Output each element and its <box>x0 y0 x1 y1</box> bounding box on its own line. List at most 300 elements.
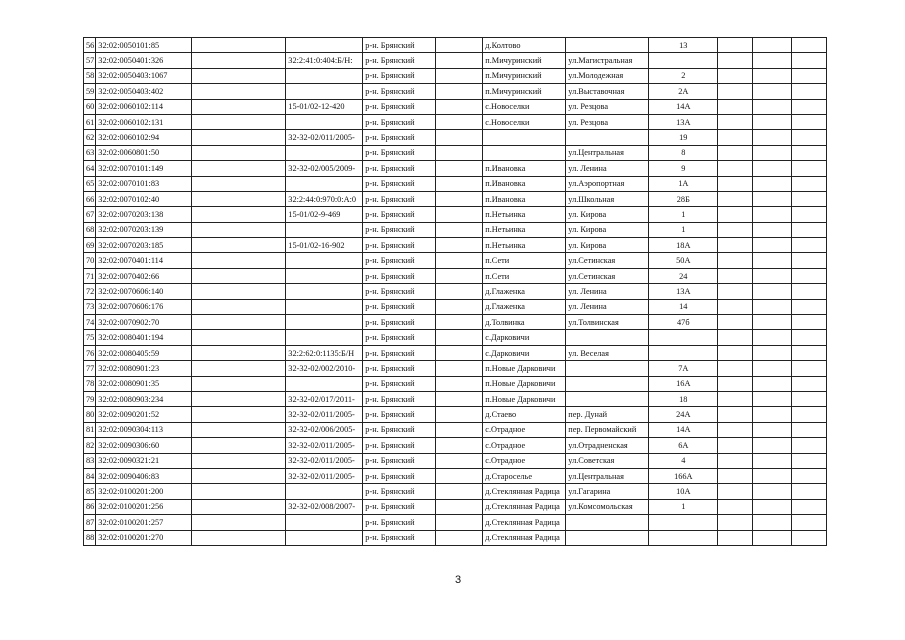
row-number-cell: 88 <box>84 530 96 545</box>
empty-cell <box>192 484 286 499</box>
street-cell: ул. Резцова <box>566 99 649 114</box>
table-row <box>84 99 827 114</box>
cadastral-number-cell: 32:02:0070902:70 <box>96 315 192 330</box>
empty-cell <box>753 376 792 391</box>
registration-number-cell: 15-01/02-9-469 <box>286 207 363 222</box>
registration-number-cell <box>286 145 363 160</box>
empty-cell <box>436 191 483 206</box>
empty-cell <box>192 176 286 191</box>
registration-number-cell <box>286 68 363 83</box>
empty-cell <box>792 284 827 299</box>
empty-cell <box>718 345 753 360</box>
settlement-cell: д.Глаженка <box>483 284 566 299</box>
empty-cell <box>753 330 792 345</box>
empty-cell <box>753 484 792 499</box>
empty-cell <box>792 315 827 330</box>
street-cell <box>566 515 649 530</box>
settlement-cell: с.Новоселки <box>483 99 566 114</box>
empty-cell <box>192 407 286 422</box>
cadastral-number-cell: 32:02:0070102:40 <box>96 191 192 206</box>
street-cell: ул.Центральная <box>566 468 649 483</box>
registration-number-cell <box>286 299 363 314</box>
empty-cell <box>792 530 827 545</box>
cadastral-number-cell: 32:02:0060801:50 <box>96 145 192 160</box>
settlement-cell: д.Стеклянная Радица <box>483 484 566 499</box>
empty-cell <box>718 515 753 530</box>
empty-cell <box>436 530 483 545</box>
empty-cell <box>436 376 483 391</box>
empty-cell <box>192 299 286 314</box>
settlement-cell: д.Глаженка <box>483 299 566 314</box>
empty-cell <box>792 515 827 530</box>
settlement-cell: с.Отрадное <box>483 453 566 468</box>
settlement-cell: с.Отрадное <box>483 422 566 437</box>
empty-cell <box>192 130 286 145</box>
empty-cell <box>718 68 753 83</box>
empty-cell <box>436 176 483 191</box>
table-row <box>84 238 827 253</box>
row-number-cell: 63 <box>84 145 96 160</box>
cadastral-number-cell: 32:02:0060102:131 <box>96 114 192 129</box>
empty-cell <box>192 422 286 437</box>
table-row <box>84 376 827 391</box>
registration-number-cell <box>286 284 363 299</box>
empty-cell <box>792 422 827 437</box>
registration-number-cell: 32-32-02/011/2005- <box>286 453 363 468</box>
empty-cell <box>718 114 753 129</box>
street-cell: ул.Толвинская <box>566 315 649 330</box>
table-row <box>84 114 827 129</box>
house-number-cell: 1 <box>649 207 718 222</box>
street-cell: ул.Школьная <box>566 191 649 206</box>
empty-cell <box>436 222 483 237</box>
house-number-cell: 28Б <box>649 191 718 206</box>
empty-cell <box>792 345 827 360</box>
empty-cell <box>192 330 286 345</box>
empty-cell <box>436 330 483 345</box>
street-cell: ул. Ленина <box>566 299 649 314</box>
empty-cell <box>436 345 483 360</box>
house-number-cell: 1 <box>649 499 718 514</box>
empty-cell <box>436 299 483 314</box>
table-row <box>84 222 827 237</box>
empty-cell <box>792 499 827 514</box>
table-row <box>84 499 827 514</box>
empty-cell <box>436 315 483 330</box>
empty-cell <box>436 68 483 83</box>
registration-number-cell <box>286 484 363 499</box>
row-number-cell: 67 <box>84 207 96 222</box>
empty-cell <box>792 176 827 191</box>
cadastral-number-cell: 32:02:0070203:139 <box>96 222 192 237</box>
empty-cell <box>753 438 792 453</box>
empty-cell <box>753 84 792 99</box>
empty-cell <box>718 38 753 53</box>
empty-cell <box>718 468 753 483</box>
row-number-cell: 73 <box>84 299 96 314</box>
registration-number-cell: 32-32-02/011/2005- <box>286 130 363 145</box>
empty-cell <box>192 53 286 68</box>
district-cell: р-н. Брянский <box>363 253 436 268</box>
settlement-cell: д.Стеклянная Радица <box>483 530 566 545</box>
table-row <box>84 284 827 299</box>
district-cell: р-н. Брянский <box>363 391 436 406</box>
settlement-cell: д.Стеклянная Радица <box>483 515 566 530</box>
row-number-cell: 71 <box>84 268 96 283</box>
empty-cell <box>753 176 792 191</box>
district-cell: р-н. Брянский <box>363 422 436 437</box>
empty-cell <box>753 191 792 206</box>
street-cell: ул.Сетинская <box>566 268 649 283</box>
table-row <box>84 68 827 83</box>
table-row <box>84 207 827 222</box>
empty-cell <box>753 299 792 314</box>
cadastral-number-cell: 32:02:0080405:59 <box>96 345 192 360</box>
empty-cell <box>718 268 753 283</box>
empty-cell <box>436 499 483 514</box>
table-row <box>84 515 827 530</box>
street-cell: пер. Дунай <box>566 407 649 422</box>
empty-cell <box>436 361 483 376</box>
empty-cell <box>753 361 792 376</box>
cadastral-number-cell: 32:02:0100201:200 <box>96 484 192 499</box>
empty-cell <box>718 453 753 468</box>
table-row <box>84 53 827 68</box>
empty-cell <box>192 391 286 406</box>
district-cell: р-н. Брянский <box>363 99 436 114</box>
empty-cell <box>192 376 286 391</box>
registration-number-cell <box>286 84 363 99</box>
house-number-cell: 166А <box>649 468 718 483</box>
empty-cell <box>436 422 483 437</box>
row-number-cell: 59 <box>84 84 96 99</box>
cadastral-number-cell: 32:02:0100201:270 <box>96 530 192 545</box>
house-number-cell <box>649 53 718 68</box>
registration-number-cell <box>286 268 363 283</box>
house-number-cell: 13А <box>649 114 718 129</box>
cadastral-number-cell: 32:02:0050401:326 <box>96 53 192 68</box>
registration-number-cell: 32-32-02/011/2005- <box>286 468 363 483</box>
empty-cell <box>436 468 483 483</box>
street-cell: ул. Резцова <box>566 114 649 129</box>
registration-number-cell <box>286 222 363 237</box>
empty-cell <box>753 515 792 530</box>
empty-cell <box>192 284 286 299</box>
empty-cell <box>436 99 483 114</box>
table-row <box>84 38 827 53</box>
empty-cell <box>753 391 792 406</box>
empty-cell <box>436 268 483 283</box>
registration-number-cell: 15-01/02-12-420 <box>286 99 363 114</box>
empty-cell <box>192 315 286 330</box>
empty-cell <box>753 114 792 129</box>
empty-cell <box>718 330 753 345</box>
row-number-cell: 72 <box>84 284 96 299</box>
street-cell: ул.Отрадненская <box>566 438 649 453</box>
registration-number-cell <box>286 330 363 345</box>
street-cell: ул. Ленина <box>566 161 649 176</box>
empty-cell <box>192 99 286 114</box>
cadastral-number-cell: 32:02:0060102:94 <box>96 130 192 145</box>
row-number-cell: 74 <box>84 315 96 330</box>
house-number-cell: 7А <box>649 361 718 376</box>
district-cell: р-н. Брянский <box>363 114 436 129</box>
empty-cell <box>436 84 483 99</box>
table-row <box>84 145 827 160</box>
row-number-cell: 85 <box>84 484 96 499</box>
street-cell <box>566 130 649 145</box>
empty-cell <box>192 515 286 530</box>
registration-number-cell: 32-32-02/017/2011- <box>286 391 363 406</box>
registration-number-cell: 32-32-02/006/2005- <box>286 422 363 437</box>
registration-number-cell: 32:2:44:0:970:0:А:0 <box>286 191 363 206</box>
street-cell: ул.Центральная <box>566 145 649 160</box>
street-cell <box>566 376 649 391</box>
empty-cell <box>718 191 753 206</box>
row-number-cell: 83 <box>84 453 96 468</box>
row-number-cell: 79 <box>84 391 96 406</box>
registration-number-cell: 32:2:41:0:404:Б/Н: <box>286 53 363 68</box>
empty-cell <box>792 253 827 268</box>
district-cell: р-н. Брянский <box>363 438 436 453</box>
empty-cell <box>753 145 792 160</box>
house-number-cell: 2 <box>649 68 718 83</box>
table-row <box>84 191 827 206</box>
empty-cell <box>192 268 286 283</box>
empty-cell <box>718 99 753 114</box>
settlement-cell: п.Нетьинка <box>483 207 566 222</box>
house-number-cell: 24 <box>649 268 718 283</box>
empty-cell <box>192 530 286 545</box>
empty-cell <box>192 361 286 376</box>
empty-cell <box>718 130 753 145</box>
empty-cell <box>718 391 753 406</box>
empty-cell <box>436 145 483 160</box>
empty-cell <box>753 530 792 545</box>
empty-cell <box>192 68 286 83</box>
district-cell: р-н. Брянский <box>363 161 436 176</box>
district-cell: р-н. Брянский <box>363 407 436 422</box>
cadastral-number-cell: 32:02:0050403:402 <box>96 84 192 99</box>
empty-cell <box>753 284 792 299</box>
house-number-cell: 16А <box>649 376 718 391</box>
street-cell: ул.Молодежная <box>566 68 649 83</box>
row-number-cell: 86 <box>84 499 96 514</box>
district-cell: р-н. Брянский <box>363 484 436 499</box>
registration-number-cell <box>286 176 363 191</box>
registration-number-cell: 15-01/02-16-902 <box>286 238 363 253</box>
district-cell: р-н. Брянский <box>363 284 436 299</box>
house-number-cell: 18А <box>649 238 718 253</box>
table-row <box>84 484 827 499</box>
settlement-cell: д.Толвинка <box>483 315 566 330</box>
street-cell <box>566 38 649 53</box>
registration-number-cell <box>286 315 363 330</box>
street-cell: ул.Сетинская <box>566 253 649 268</box>
district-cell: р-н. Брянский <box>363 84 436 99</box>
settlement-cell: п.Мичуринский <box>483 68 566 83</box>
page-number: 3 <box>454 574 462 586</box>
empty-cell <box>718 222 753 237</box>
empty-cell <box>718 145 753 160</box>
house-number-cell: 13А <box>649 284 718 299</box>
cadastral-number-cell: 32:02:0070203:185 <box>96 238 192 253</box>
empty-cell <box>436 453 483 468</box>
empty-cell <box>753 53 792 68</box>
empty-cell <box>753 38 792 53</box>
district-cell: р-н. Брянский <box>363 330 436 345</box>
empty-cell <box>718 438 753 453</box>
settlement-cell: с.Дарковичи <box>483 330 566 345</box>
table-row <box>84 530 827 545</box>
house-number-cell: 8 <box>649 145 718 160</box>
empty-cell <box>192 499 286 514</box>
empty-cell <box>792 222 827 237</box>
registration-number-cell: 32-32-02/008/2007- <box>286 499 363 514</box>
settlement-cell: п.Нетьинка <box>483 222 566 237</box>
settlement-cell: п.Новые Дарковичи <box>483 391 566 406</box>
registration-number-cell <box>286 38 363 53</box>
table-row <box>84 315 827 330</box>
empty-cell <box>436 207 483 222</box>
settlement-cell: д.Староселье <box>483 468 566 483</box>
house-number-cell: 1 <box>649 222 718 237</box>
table-body <box>84 38 827 546</box>
empty-cell <box>192 191 286 206</box>
cadastral-number-cell: 32:02:0050403:1067 <box>96 68 192 83</box>
row-number-cell: 78 <box>84 376 96 391</box>
row-number-cell: 58 <box>84 68 96 83</box>
empty-cell <box>192 238 286 253</box>
house-number-cell: 1А <box>649 176 718 191</box>
table-row <box>84 130 827 145</box>
house-number-cell: 24А <box>649 407 718 422</box>
empty-cell <box>718 53 753 68</box>
settlement-cell <box>483 145 566 160</box>
table-row <box>84 391 827 406</box>
empty-cell <box>753 422 792 437</box>
district-cell: р-н. Брянский <box>363 238 436 253</box>
district-cell: р-н. Брянский <box>363 345 436 360</box>
house-number-cell: 50А <box>649 253 718 268</box>
empty-cell <box>792 114 827 129</box>
cadastral-number-cell: 32:02:0070203:138 <box>96 207 192 222</box>
house-number-cell <box>649 530 718 545</box>
house-number-cell: 18 <box>649 391 718 406</box>
house-number-cell: 10А <box>649 484 718 499</box>
empty-cell <box>192 38 286 53</box>
cadastral-number-cell: 32:02:0090321:21 <box>96 453 192 468</box>
table-row <box>84 253 827 268</box>
street-cell: ул. Ленина <box>566 284 649 299</box>
street-cell: ул.Советская <box>566 453 649 468</box>
empty-cell <box>753 130 792 145</box>
house-number-cell: 47б <box>649 315 718 330</box>
empty-cell <box>718 484 753 499</box>
house-number-cell: 4 <box>649 453 718 468</box>
empty-cell <box>718 499 753 514</box>
empty-cell <box>192 161 286 176</box>
empty-cell <box>753 345 792 360</box>
house-number-cell: 14А <box>649 99 718 114</box>
district-cell: р-н. Брянский <box>363 453 436 468</box>
empty-cell <box>753 99 792 114</box>
empty-cell <box>753 407 792 422</box>
empty-cell <box>436 284 483 299</box>
empty-cell <box>753 68 792 83</box>
row-number-cell: 65 <box>84 176 96 191</box>
cadastral-number-cell: 32:02:0080901:23 <box>96 361 192 376</box>
empty-cell <box>792 299 827 314</box>
empty-cell <box>792 130 827 145</box>
house-number-cell: 6А <box>649 438 718 453</box>
row-number-cell: 77 <box>84 361 96 376</box>
empty-cell <box>792 191 827 206</box>
table-row <box>84 453 827 468</box>
street-cell: пер. Первомайский <box>566 422 649 437</box>
district-cell: р-н. Брянский <box>363 315 436 330</box>
street-cell: ул.Выставочная <box>566 84 649 99</box>
empty-cell <box>192 345 286 360</box>
cadastral-number-cell: 32:02:0070101:149 <box>96 161 192 176</box>
registration-number-cell <box>286 376 363 391</box>
empty-cell <box>436 161 483 176</box>
district-cell: р-н. Брянский <box>363 130 436 145</box>
street-cell: ул.Комсомольская <box>566 499 649 514</box>
cadastral-number-cell: 32:02:0080903:234 <box>96 391 192 406</box>
row-number-cell: 81 <box>84 422 96 437</box>
empty-cell <box>792 99 827 114</box>
settlement-cell <box>483 130 566 145</box>
table-row <box>84 268 827 283</box>
cadastral-number-cell: 32:02:0070606:176 <box>96 299 192 314</box>
table-row <box>84 84 827 99</box>
empty-cell <box>753 222 792 237</box>
empty-cell <box>718 315 753 330</box>
street-cell: ул. Веселая <box>566 345 649 360</box>
empty-cell <box>436 53 483 68</box>
registration-number-cell <box>286 515 363 530</box>
empty-cell <box>192 84 286 99</box>
settlement-cell: п.Ивановка <box>483 191 566 206</box>
empty-cell <box>753 253 792 268</box>
table-row <box>84 361 827 376</box>
empty-cell <box>192 222 286 237</box>
empty-cell <box>192 114 286 129</box>
table-row <box>84 407 827 422</box>
empty-cell <box>792 484 827 499</box>
cadastral-number-cell: 32:02:0080401:194 <box>96 330 192 345</box>
street-cell <box>566 391 649 406</box>
settlement-cell: с.Отрадное <box>483 438 566 453</box>
empty-cell <box>753 268 792 283</box>
street-cell <box>566 361 649 376</box>
empty-cell <box>192 468 286 483</box>
house-number-cell: 19 <box>649 130 718 145</box>
empty-cell <box>753 453 792 468</box>
table-row <box>84 438 827 453</box>
street-cell: ул. Кирова <box>566 207 649 222</box>
row-number-cell: 60 <box>84 99 96 114</box>
property-table <box>83 37 827 546</box>
empty-cell <box>718 407 753 422</box>
row-number-cell: 87 <box>84 515 96 530</box>
table-row <box>84 345 827 360</box>
empty-cell <box>192 253 286 268</box>
row-number-cell: 80 <box>84 407 96 422</box>
empty-cell <box>718 299 753 314</box>
empty-cell <box>792 207 827 222</box>
